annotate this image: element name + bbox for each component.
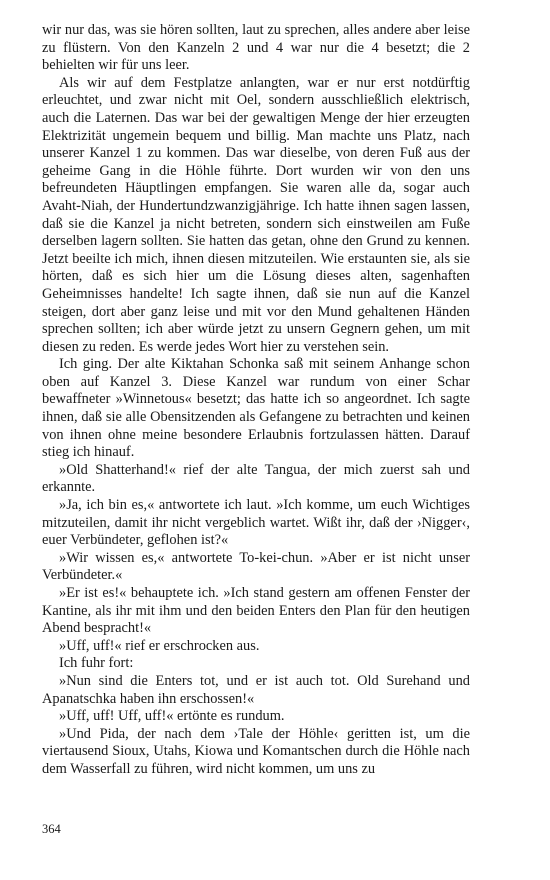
paragraph: wir nur das, was sie hören sollten, laut zu sprechen, alles andere aber leise zu flüstern. Von den Kanzeln 2 und 4 war nur die 4 besetzt; die 2 behielten wir für uns leer. [42, 22, 470, 74]
paragraph: Ich fuhr fort: [59, 655, 134, 672]
page-number: 364 [42, 822, 61, 836]
paragraph: Ich ging. Der alte Kiktahan Schonka saß mit seinem Anhange schon oben auf Kanzel 3. Diese Kanzel war rundum von einer Schar bewaffneter »Winnetous« besetzt; das hatte ich so angeordnet. Ich sagte ihnen, daß sie alle Obensitzenden als Gefangene zu betrachten und keinen von ihnen ohne meine besondere Erlaubnis fortzulassen hätten. Darauf stieg ich hinauf. [42, 356, 470, 461]
paragraph: »Ja, ich bin es,« antwortete ich laut. »Ich komme, um euch Wichtiges mitzuteilen, damit ihr nicht vergeblich wartet. Wißt ihr, daß der ›Nigger‹, euer Verbündeter, geflohen ist?« [42, 497, 470, 549]
page-text-block [42, 22, 470, 779]
paragraph: »Und Pida, der nach dem ›Tale der Höhle‹ geritten ist, um die viertausend Sioux, Utahs, Kiowa und Komantschen durch die Höhle nach dem Wasserfall zu führen, wird nicht kommen, um uns zu [42, 725, 470, 777]
paragraph: »Wir wissen es,« antwortete To-kei-chun. »Aber er ist nicht unser Verbündeter.« [42, 549, 470, 584]
paragraph: »Er ist es!« behauptete ich. »Ich stand gestern am offenen Fenster der Kantine, als ihr mit ihm und den beiden Enters den Plan für den heutigen Abend bespracht!« [42, 585, 470, 637]
paragraph: Als wir auf dem Festplatze anlangten, war er nur erst notdürftig erleuchtet, und zwar nicht mit Oel, sondern ausschließlich elektrisch, auch die Laternen. Das war bei der gewaltigen Menge der hier erzeugten Elektrizität ungemein bequem und billig. Man machte uns Platz, nach unserer Kanzel 1 zu kommen. Das war dieselbe, von deren Fuß aus der geheime Gang in die Höhle führte. Dort wurden wir von den uns befreundeten Häuptlingen empfangen. Sie waren alle da, sogar auch Avaht-Niah, der Hundertundzwanzigjährige. Ich hatte ihnen sagen lassen, daß sie die Kanzel ja nicht betreten, sondern sich einstweilen am Fuße derselben lagern sollten. Sie hatten das getan, ohne den Grund zu kennen. Jetzt beeilte ich mich, ihnen diesen mitzuteilen. Wie erstaunten sie, als sie hörten, daß es sich hier um die Lösung dieses alten, sagenhaften Geheimnisses handelte! Ich sagte ihnen, daß sie nun auf die Kanzel steigen, dort aber ganz leise und mit vor den Mund gehaltenen Händen sprechen sollten; ich aber würde jetzt zu unsern Gegnern gehen, um mit diesen zu reden. Es werde jedes Wort hier zu verstehen sein. [42, 74, 470, 355]
paragraph: »Uff, uff!« rief er erschrocken aus. [59, 637, 260, 654]
paragraph: »Nun sind die Enters tot, und er ist auch tot. Old Surehand und Apanatschka haben ihn erschossen!« [42, 672, 470, 707]
paragraph: »Old Shatterhand!« rief der alte Tangua, der mich zuerst sah und erkannte. [42, 461, 470, 496]
paragraph: »Uff, uff! Uff, uff!« ertönte es rundum. [59, 708, 285, 725]
